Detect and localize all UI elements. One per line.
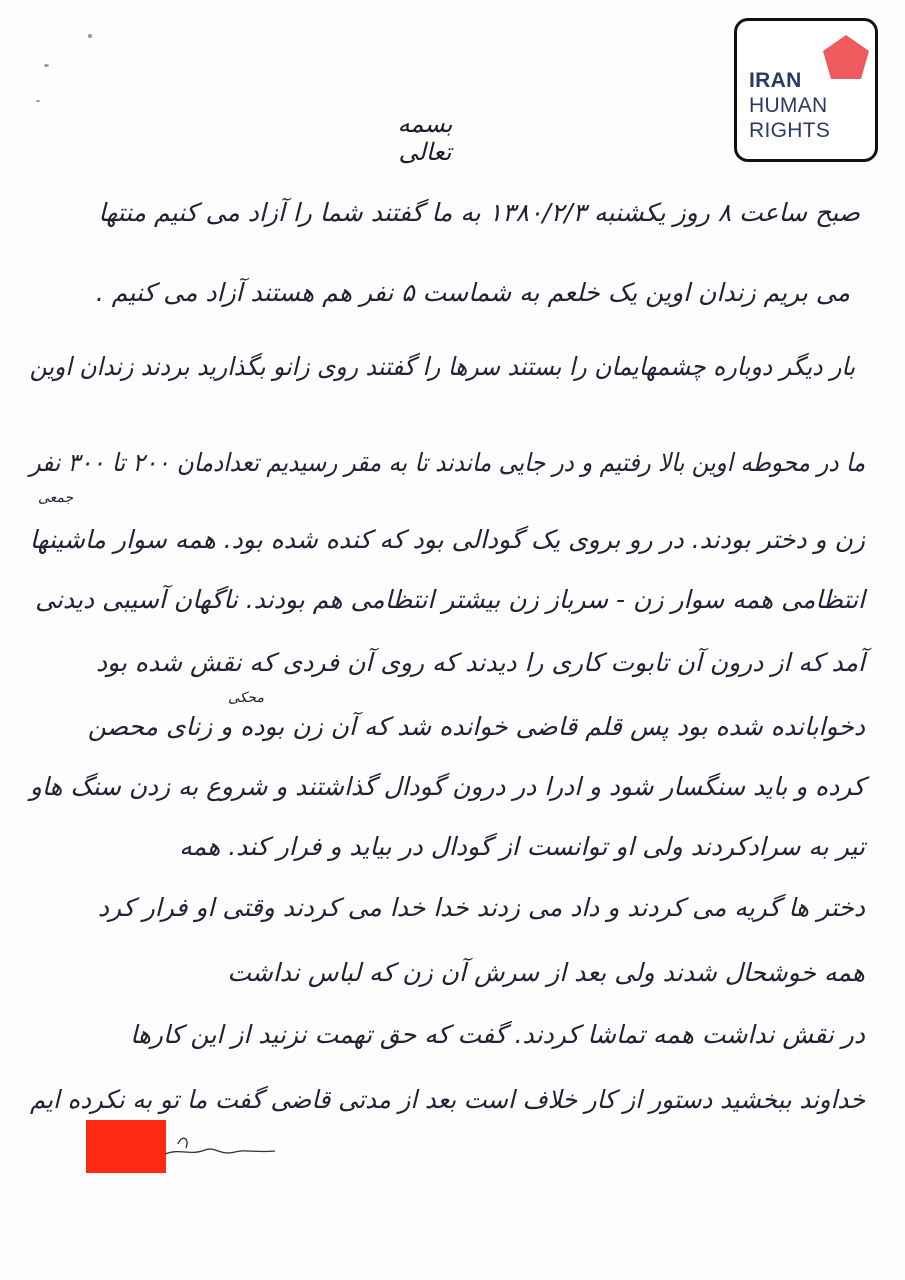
letter-line-10: تیر به سرادکردند ولی او توانست از گودال در بیاید و فرار کند. همه	[179, 832, 865, 861]
letter-line-5: زن و دختر بودند. در رو بروی یک گودالی بود که کنده شده بود. همه سوار ماشینها	[29, 525, 865, 554]
logo-text-iran: IRAN	[749, 69, 802, 92]
paper-speck	[36, 100, 40, 102]
logo-text-human: HUMAN	[749, 94, 828, 117]
letter-line-11: دختر ها گریه می کردند و داد می زدند خدا خدا می کردند وقتی او فرار کرد	[97, 893, 865, 922]
paper-speck	[88, 34, 92, 38]
letter-line-7: آمد که از درون آن تابوت کاری را دیدند که روی آن فردی که نقش شده بود	[95, 648, 865, 677]
redaction-box	[86, 1120, 166, 1173]
letter-line-9: کرده و باید سنگسار شود و ادرا در درون گودال گذاشتند و شروع به زدن سنگ هاو	[30, 772, 865, 801]
letter-line-1: صبح ساعت ۸ روز یکشنبه ۱۳۸۰/۲/۳ به ما گفتند شما را آزاد می کنیم منتها	[98, 198, 860, 227]
letter-line-14: خداوند ببخشید دستور از کار خلاف است بعد از مدتی قاضی گفت ما تو به نکرده ایم	[29, 1085, 865, 1114]
paper-speck	[44, 64, 49, 67]
letter-line-6: انتظامی همه سوار زن - سرباز زن بیشتر انتظامی هم بودند. ناگهان آسیبی دیدنی	[35, 585, 865, 614]
letter-line-8: دخوابانده شده بود پس قلم قاضی خوانده شد که آن زن بوده و زنای محصن	[87, 712, 865, 741]
logo-text-rights: RIGHTS	[749, 119, 831, 142]
signature-scribble	[160, 1120, 280, 1165]
iran-human-rights-logo	[734, 18, 878, 162]
pentagon-icon	[821, 33, 871, 81]
margin-note: جمعی	[38, 490, 74, 506]
letter-line-3: بار دیگر دوباره چشمهایمان را بستند سرها را گفتند روی زانو بگذارید بردند زندان اوین	[29, 352, 855, 381]
letter-line-12: همه خوشحال شدند ولی بعد از سرش آن زن که لباس نداشت	[227, 958, 865, 987]
letter-line-4: ما در محوطه اوین بالا رفتیم و در جایی ماندند تا به مقر رسیدیم تعدادمان ۲۰۰ تا ۳۰۰ نفر	[29, 448, 865, 477]
letter-line-2: می بریم زندان اوین یک خلعم به شماست ۵ نفر هم هستند آزاد می کنیم .	[95, 278, 850, 307]
letter-heading: بسمه تعالی	[397, 110, 453, 166]
margin-note: محکی	[228, 690, 264, 706]
letter-line-13: در نقش نداشت همه تماشا کردند. گفت که حق تهمت نزنید از این کارها	[130, 1020, 865, 1049]
